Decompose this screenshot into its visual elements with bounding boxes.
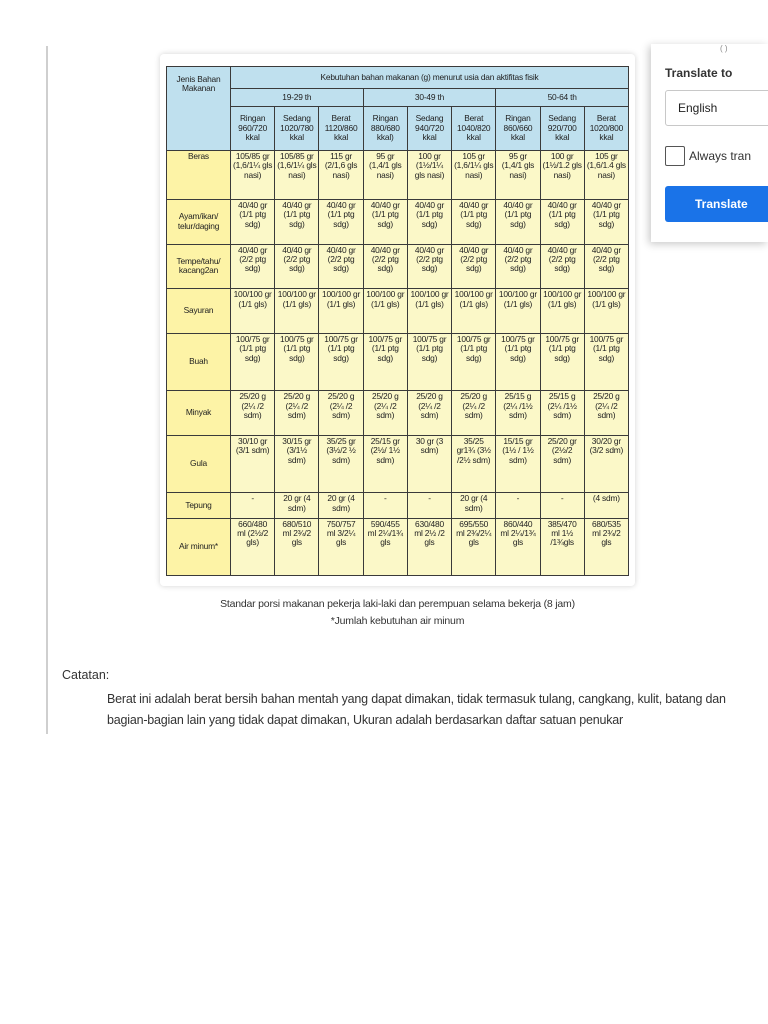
portion-cell: 100 gr (1½/1¼ gls nasi) [407,151,451,200]
portion-cell: 40/40 gr (1/1 ptg sdg) [584,199,628,244]
table-row [167,333,629,390]
portion-cell: 105 gr (1,6/1¼ gls nasi) [452,151,496,200]
portion-cell: 680/510 ml 2¾/2 gls [275,518,319,575]
portion-cell: 680/535 ml 2¾/2 gls [584,518,628,575]
table-row [167,391,629,436]
table-row [167,199,629,244]
portion-cell: 25/15 g (2¼ /1½ sdm) [540,391,584,436]
portion-cell: 100/100 gr (1/1 gls) [496,289,540,334]
portion-cell: 40/40 gr (2/2 ptg sdg) [584,244,628,289]
portion-cell: 100/100 gr (1/1 gls) [319,289,363,334]
portion-cell: 35/25 gr1¾ (3½ /2½ sdm) [452,435,496,492]
portion-cell: 695/550 ml 2¾/2¼ gls [452,518,496,575]
table-caption: Standar porsi makanan pekerja laki-laki dan perempuan selama bekerja (8 jam) [220,598,575,610]
age-group-header: 19-29 th [231,89,364,107]
portion-cell: 20 gr (4 sdm) [319,493,363,519]
portion-cell: 25/20 g (2¼ /2 sdm) [275,391,319,436]
portion-cell: 15/15 gr (1½ / 1½ sdm) [496,435,540,492]
portion-cell: 105/85 gr (1,6/1¼ gls nasi) [275,151,319,200]
portion-cell: 25/20 g (2¼ /2 sdm) [363,391,407,436]
notes-body: Berat ini adalah berat bersih bahan mentah yang dapat dimakan, tidak termasuk tulang, cangkang, kulit, batang dan bagian-bagian lain yang tidak dapat dimakan, Ukuran adalah berdasarkan daftar satuan penukar [107,692,726,727]
portion-cell: 100/100 gr (1/1 gls) [407,289,451,334]
portion-cell: 750/757 ml 3/2¼ gls [319,518,363,575]
portion-cell: 25/15 g (2¼ /1½ sdm) [496,391,540,436]
portion-cell: 100/100 gr (1/1 gls) [452,289,496,334]
panel-corner-glyph: ( ) [720,44,728,53]
activity-level-header: Sedang 1020/780 kkal [275,107,319,151]
portion-cell: - [407,493,451,519]
food-name-cell: Minyak [167,391,231,436]
portion-cell: 25/20 g (2¼ /2 sdm) [319,391,363,436]
table-row [167,151,629,200]
portion-cell: 25/15 gr (2½/ 1½ sdm) [363,435,407,492]
portion-cell: 40/40 gr (1/1 ptg sdg) [452,199,496,244]
portion-cell: 100/75 gr (1/1 ptg sdg) [407,333,451,390]
translate-button[interactable]: Translate [665,186,768,222]
activity-level-header: Berat 1040/820 kkal [452,107,496,151]
always-translate-checkbox[interactable] [665,146,685,166]
table-figure [160,54,635,586]
portion-cell: 40/40 gr (1/1 ptg sdg) [363,199,407,244]
food-name-cell: Buah [167,333,231,390]
needs-caption-header: Kebutuhan bahan makanan (g) menurut usia dan aktifitas fisik [231,67,629,89]
food-needs-table [166,66,629,576]
portion-cell: 860/440 ml 2¼/1¾ gls [496,518,540,575]
portion-cell: 105/85 gr (1,6/1¼ gls nasi) [231,151,275,200]
portion-cell: 590/455 ml 2¼/1¾ gls [363,518,407,575]
portion-cell: - [363,493,407,519]
portion-cell: 25/20 gr (2½/2 sdm) [540,435,584,492]
portion-cell: - [231,493,275,519]
portion-cell: 40/40 gr (1/1 ptg sdg) [275,199,319,244]
portion-cell: 40/40 gr (2/2 ptg sdg) [540,244,584,289]
translate-panel [651,44,768,242]
portion-cell: 115 gr (2/1,6 gls nasi) [319,151,363,200]
portion-cell: 40/40 gr (1/1 ptg sdg) [496,199,540,244]
portion-cell: 40/40 gr (2/2 ptg sdg) [407,244,451,289]
portion-cell: 95 gr (1,4/1 gls nasi) [363,151,407,200]
portion-cell: 40/40 gr (1/1 ptg sdg) [540,199,584,244]
table-row [167,518,629,575]
portion-cell: 25/20 g (2¼ /2 sdm) [452,391,496,436]
activity-level-header: Berat 1020/800 kkal [584,107,628,151]
portion-cell: 100 gr (1½/1.2 gls nasi) [540,151,584,200]
portion-cell: 25/20 g (2¼ /2 sdm) [584,391,628,436]
always-translate-label: Always tran [689,149,752,163]
translate-to-label: Translate to [665,66,733,80]
portion-cell: 100/75 gr (1/1 ptg sdg) [363,333,407,390]
activity-level-header: Sedang 920/700 kkal [540,107,584,151]
portion-cell: 40/40 gr (2/2 ptg sdg) [275,244,319,289]
portion-cell: 100/100 gr (1/1 gls) [363,289,407,334]
portion-cell: 30 gr (3 sdm) [407,435,451,492]
portion-cell: 100/100 gr (1/1 gls) [275,289,319,334]
age-group-header: 50-64 th [496,89,629,107]
portion-cell: 100/75 gr (1/1 ptg sdg) [275,333,319,390]
food-name-cell: Tepung [167,493,231,519]
portion-cell: 100/100 gr (1/1 gls) [584,289,628,334]
portion-cell: 40/40 gr (2/2 ptg sdg) [363,244,407,289]
portion-cell: 40/40 gr (1/1 ptg sdg) [319,199,363,244]
portion-cell: 40/40 gr (2/2 ptg sdg) [231,244,275,289]
table-row [167,493,629,519]
portion-cell: 25/20 g (2¼ /2 sdm) [407,391,451,436]
portion-cell: 30/10 gr (3/1 sdm) [231,435,275,492]
portion-cell: 95 gr (1,4/1 gls nasi) [496,151,540,200]
activity-level-header: Sedang 940/720 kkal [407,107,451,151]
food-name-cell: Tempe/tahu/ kacang2an [167,244,231,289]
portion-cell: 100/75 gr (1/1 ptg sdg) [452,333,496,390]
activity-level-header: Ringan 860/660 kkal [496,107,540,151]
food-name-cell: Sayuran [167,289,231,334]
portion-cell: 35/25 gr (3½/2 ½ sdm) [319,435,363,492]
portion-cell: 100/75 gr (1/1 ptg sdg) [584,333,628,390]
table-row [167,244,629,289]
portion-cell: 30/15 gr (3/1½ sdm) [275,435,319,492]
table-row [167,435,629,492]
left-margin-rule [46,46,48,734]
portion-cell: 40/40 gr (2/2 ptg sdg) [452,244,496,289]
portion-cell: - [496,493,540,519]
notes-heading: Catatan: [62,668,110,682]
portion-cell: 100/75 gr (1/1 ptg sdg) [319,333,363,390]
portion-cell: 100/75 gr (1/1 ptg sdg) [496,333,540,390]
portion-cell: 20 gr (4 sdm) [452,493,496,519]
activity-level-header: Ringan 960/720 kkal [231,107,275,151]
activity-level-header: Ringan 880/680 kkal) [363,107,407,151]
portion-cell: 40/40 gr (1/1 ptg sdg) [407,199,451,244]
portion-cell: 100/100 gr (1/1 gls) [231,289,275,334]
portion-cell: 100/75 gr (1/1 ptg sdg) [231,333,275,390]
activity-level-header: Berat 1120/860 kkal [319,107,363,151]
food-name-cell: Beras [167,151,231,200]
portion-cell: 660/480 ml (2½/2 gls) [231,518,275,575]
table-row [167,289,629,334]
portion-cell: 40/40 gr (2/2 ptg sdg) [319,244,363,289]
portion-cell: 100/100 gr (1/1 gls) [540,289,584,334]
portion-cell: 25/20 g (2¼ /2 sdm) [231,391,275,436]
portion-cell: 105 gr (1,6/1.4 gls nasi) [584,151,628,200]
portion-cell: 630/480 ml 2½ /2 gls [407,518,451,575]
portion-cell: 100/75 gr (1/1 ptg sdg) [540,333,584,390]
portion-cell: 385/470 ml 1½ /1¾gls [540,518,584,575]
table-footnote: *Jumlah kebutuhan air minum [330,615,465,627]
target-language-select[interactable] [665,90,768,126]
portion-cell: 40/40 gr (2/2 ptg sdg) [496,244,540,289]
portion-cell: 20 gr (4 sdm) [275,493,319,519]
food-name-cell: Air minum* [167,518,231,575]
food-type-header: Jenis Bahan Makanan [167,67,231,151]
food-name-cell: Ayam/ikan/ telur/daging [167,199,231,244]
food-name-cell: Gula [167,435,231,492]
portion-cell: (4 sdm) [584,493,628,519]
portion-cell: 40/40 gr (1/1 ptg sdg) [231,199,275,244]
portion-cell: 30/20 gr (3/2 sdm) [584,435,628,492]
age-group-header: 30-49 th [363,89,496,107]
portion-cell: - [540,493,584,519]
